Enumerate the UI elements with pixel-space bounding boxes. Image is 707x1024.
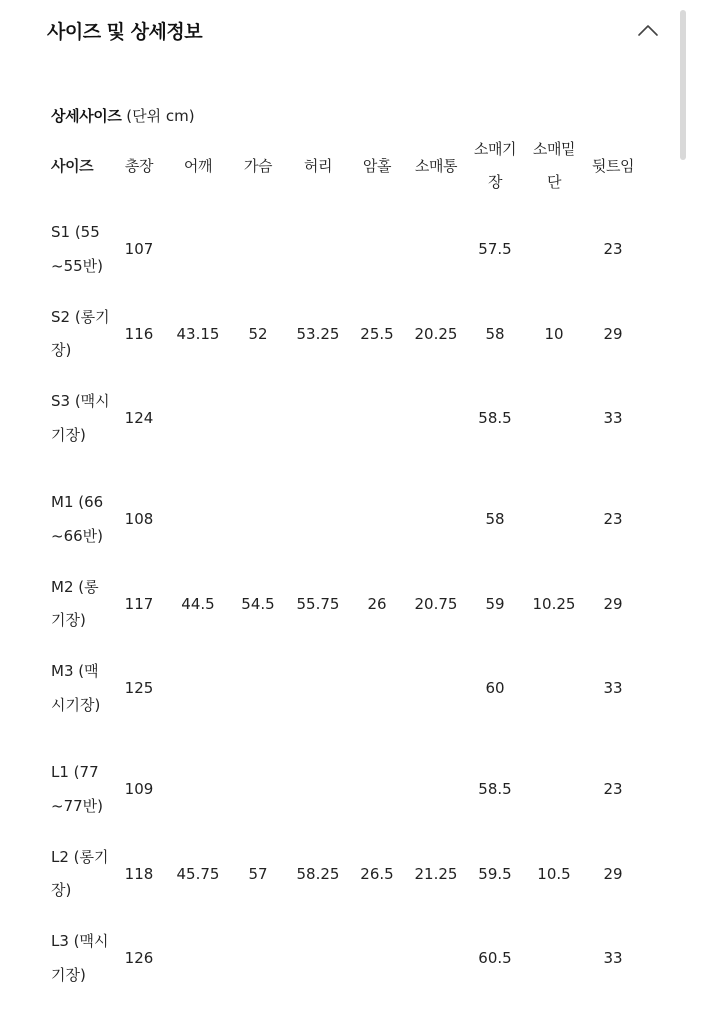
table-cell [349, 908, 405, 1009]
table-cell: 58 [485, 510, 505, 528]
table-cell: 57.5 [478, 240, 512, 258]
table-cell: 25.5 [360, 324, 394, 343]
table-row [49, 739, 641, 840]
size-cell: S1 (55~55반) [51, 223, 103, 275]
header-size: 사이즈 [51, 156, 94, 175]
table-cell [405, 368, 467, 469]
table-cell [167, 368, 229, 469]
table-cell [287, 638, 349, 739]
table-cell: 29 [603, 864, 623, 883]
detail-size-unit: (단위 cm) [126, 107, 195, 125]
table-cell: 59 [485, 594, 505, 613]
table-cell [405, 908, 467, 1009]
table-header-row [49, 133, 641, 199]
table-row [49, 908, 641, 1009]
section-title: 사이즈 및 상세정보 [47, 21, 203, 43]
size-cell: M2 (롱기장) [51, 577, 99, 629]
table-cell: 124 [124, 409, 154, 427]
table-cell: 54.5 [241, 594, 275, 613]
table-cell [229, 908, 287, 1009]
table-row [49, 368, 641, 469]
table-row [49, 638, 641, 739]
table-cell [167, 638, 229, 739]
table-cell: 58.25 [296, 864, 340, 883]
table-cell [287, 199, 349, 300]
table-cell: 33 [603, 679, 623, 697]
table-cell [523, 908, 585, 1009]
chevron-up-icon[interactable] [634, 16, 662, 44]
table-cell: 10 [544, 324, 564, 343]
table-row [49, 300, 641, 368]
detail-size-title [51, 105, 195, 126]
table-cell [349, 199, 405, 300]
table-cell: 60 [485, 679, 505, 697]
header-sleeve-hem: 소매밑단 [532, 140, 576, 191]
table-cell [349, 368, 405, 469]
table-cell [349, 638, 405, 739]
table-cell [229, 199, 287, 300]
table-cell: 26 [367, 594, 387, 613]
table-cell: 10.25 [532, 594, 576, 613]
table-cell [167, 908, 229, 1009]
table-cell [229, 638, 287, 739]
table-cell: 116 [124, 324, 154, 343]
table-cell: 109 [124, 780, 154, 798]
size-cell: L2 (롱기장) [51, 847, 109, 899]
table-cell [405, 199, 467, 300]
header-back-slit: 뒷트임 [591, 156, 635, 175]
table-cell [287, 469, 349, 570]
table-cell: 33 [603, 949, 623, 967]
header-waist: 허리 [303, 156, 333, 175]
table-cell: 52 [248, 324, 268, 343]
table-row [49, 199, 641, 300]
table-cell [405, 739, 467, 840]
table-cell [229, 368, 287, 469]
table-cell: 10.5 [537, 864, 571, 883]
table-cell: 45.75 [176, 864, 220, 883]
table-cell: 60.5 [478, 949, 512, 967]
table-cell: 107 [124, 240, 154, 258]
size-cell: S2 (롱기장) [51, 307, 110, 359]
table-cell [523, 638, 585, 739]
table-cell: 20.25 [414, 324, 458, 343]
table-row [49, 469, 641, 570]
table-cell: 26.5 [360, 864, 394, 883]
size-cell: M3 (맥시기장) [51, 662, 101, 714]
header-total-length: 총장 [124, 156, 154, 175]
table-row [49, 840, 641, 908]
table-cell: 118 [124, 864, 154, 883]
table-cell: 55.75 [296, 594, 340, 613]
table-cell: 29 [603, 594, 623, 613]
size-table [49, 133, 641, 1009]
size-detail-section-header[interactable] [0, 0, 707, 62]
header-armhole: 암홀 [362, 156, 392, 175]
table-cell [349, 739, 405, 840]
table-cell: 58 [485, 324, 505, 343]
table-cell: 43.15 [176, 324, 220, 343]
table-cell [523, 469, 585, 570]
table-cell: 57 [248, 864, 268, 883]
size-cell: L1 (77~77반) [51, 763, 103, 815]
table-cell: 21.25 [414, 864, 458, 883]
scrollbar[interactable] [680, 10, 686, 160]
table-cell: 29 [603, 324, 623, 343]
table-row [49, 570, 641, 638]
table-cell: 59.5 [478, 864, 512, 883]
table-cell [523, 199, 585, 300]
table-cell: 23 [603, 780, 623, 798]
table-cell: 125 [124, 679, 154, 697]
header-sleeve-length: 소매기장 [473, 140, 517, 191]
table-cell [405, 469, 467, 570]
table-cell [523, 368, 585, 469]
table-cell: 53.25 [296, 324, 340, 343]
table-cell [287, 368, 349, 469]
table-cell: 20.75 [414, 594, 458, 613]
table-cell: 23 [603, 240, 623, 258]
table-cell [523, 739, 585, 840]
table-cell [167, 469, 229, 570]
table-cell: 58.5 [478, 780, 512, 798]
table-cell: 117 [124, 594, 154, 613]
table-cell [167, 739, 229, 840]
table-cell [287, 908, 349, 1009]
header-sleeve-width: 소매통 [414, 156, 458, 175]
header-shoulder: 어깨 [183, 156, 213, 175]
table-cell [405, 638, 467, 739]
table-cell: 58.5 [478, 409, 512, 427]
size-cell: M1 (66~66반) [51, 493, 104, 545]
table-cell [349, 469, 405, 570]
table-cell: 108 [124, 510, 154, 528]
table-cell [167, 199, 229, 300]
table-cell: 33 [603, 409, 623, 427]
size-cell: S3 (맥시기장) [51, 392, 110, 444]
table-cell [229, 469, 287, 570]
table-cell [229, 739, 287, 840]
table-cell: 126 [124, 949, 154, 967]
detail-size-label: 상세사이즈 [51, 107, 122, 125]
header-chest: 가슴 [243, 156, 273, 175]
table-cell: 23 [603, 510, 623, 528]
size-cell: L3 (맥시기장) [51, 932, 109, 984]
table-cell: 44.5 [181, 594, 215, 613]
table-cell [287, 739, 349, 840]
